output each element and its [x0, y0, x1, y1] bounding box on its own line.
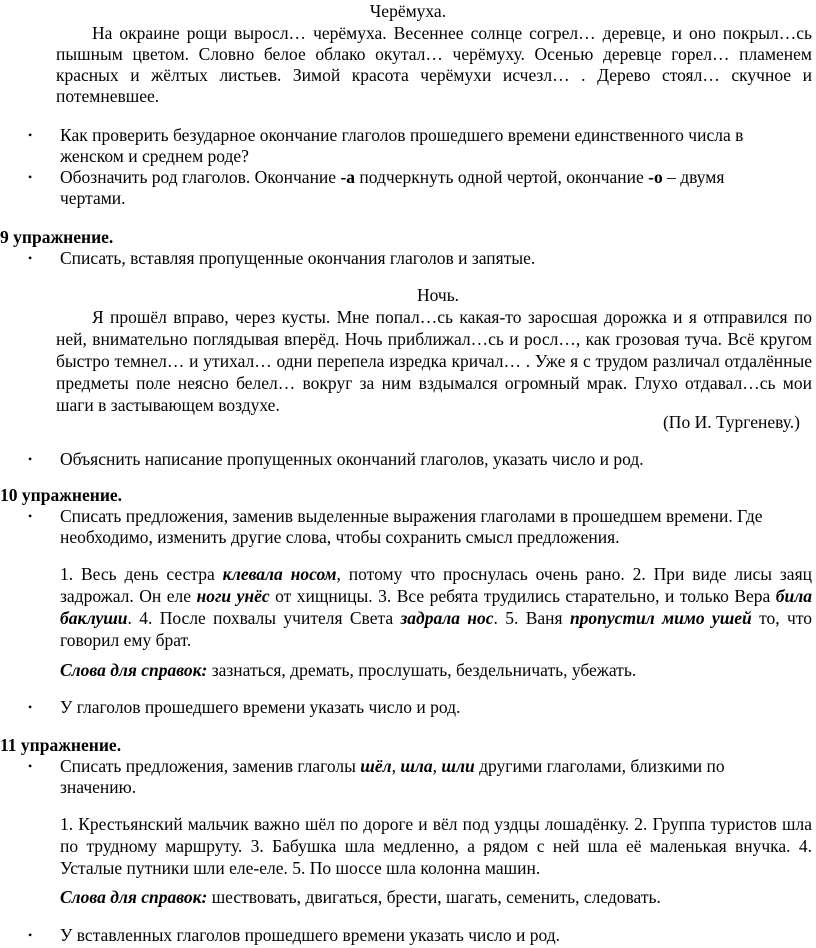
- task-part: ,: [432, 756, 442, 776]
- sentence-part: 1. Весь день сестра: [60, 564, 223, 584]
- sentence-part: , потому что проснулась очень рано. 2. При виде лисы заяц задрожал. Он еле: [60, 564, 812, 606]
- reference-label: Слова для справок:: [60, 887, 208, 907]
- task-part: Списать предложения, заменив глаголы: [60, 756, 361, 776]
- exercise-9-heading: 9 упражнение.: [0, 227, 114, 247]
- task-text: [60, 756, 788, 798]
- ending-o: -о: [648, 167, 663, 187]
- task-part: другими глаголами, близкими по значению.: [60, 756, 725, 797]
- exercise-11-sentences: 1. Крестьянский мальчик важно шёл по дороге и вёл под уздцы лошадёнку. 2. Группа туристов шла по трудному маршруту. 3. Бабушка шла медленно, а рядом с ней шла её маленькая внучка. 4. Усталые путники шли еле-еле. 5. По шоссе шла колонна машин.: [60, 814, 812, 878]
- highlighted-phrase: ноги унёс: [196, 586, 270, 606]
- bullet-icon: •: [28, 928, 33, 942]
- exercise-10-heading: 10 упражнение.: [0, 485, 123, 505]
- bullet-icon: •: [28, 759, 33, 773]
- task-text: У вставленных глаголов прошедшего времени указать число и род.: [60, 925, 561, 945]
- task-text: [60, 167, 788, 209]
- bullet-icon: •: [28, 251, 33, 265]
- sentence-part: то, что говорил ему брат.: [60, 608, 812, 650]
- highlighted-phrase: била баклуши: [60, 586, 812, 628]
- story-text: На окраине рощи выросл… черёмуха. Весеннее солнце согрел… деревце, и оно покрыл…сь пышным цветом. Словно белое облако окутал… черёмуху. Осенью деревце горел… пламенем красных и жёлтых листьев. Зимой красота черёмухи исчезл… . Дерево стоял… скучное и потемневшее.: [56, 23, 812, 106]
- reference-label: Слова для справок:: [60, 660, 208, 680]
- task-part: подчеркнуть одной чертой, окончание: [355, 167, 649, 187]
- exercise-11-heading: 11 упражнение.: [0, 735, 122, 755]
- task-text: У глаголов прошедшего времени указать число и род.: [60, 697, 461, 717]
- bullet-icon: •: [28, 170, 33, 184]
- bullet-icon: •: [28, 700, 33, 714]
- reference-list: шествовать, двигаться, брести, шагать, семенить, следовать.: [207, 887, 661, 907]
- verb-highlight: шли: [441, 756, 475, 776]
- story-title-night: Ночь.: [416, 285, 460, 305]
- sentence-part: . 5. Ваня: [493, 608, 570, 628]
- bullet-icon: •: [28, 452, 33, 466]
- verb-highlight: шла: [400, 756, 433, 776]
- sentence-part: от хищницы. 3. Все ребята трудились старательно, и только Вера: [269, 586, 776, 606]
- highlighted-phrase: клевала носом: [222, 564, 337, 584]
- story-text-night: Я прошёл вправо, через кусты. Мне попал…сь какая-то заросшая дорожка и я отправился по ней, внимательно поглядывая вперёд. Ночь приближал…сь и росл…, как грозовая туча. Всё кругом быстро темнел… и утихал… одни перепела изредка кричал… . Уже я с трудом различал отдалённые предметы поле неясно белел… вокруг за ним вздымался огромный мрак. Глухо отдавал…сь мои шаги в застывающем воздухе.: [56, 307, 812, 415]
- author-attribution: (По И. Тургеневу.): [662, 412, 800, 432]
- verb-highlight: шёл: [360, 756, 392, 776]
- story-title: Черёмуха.: [369, 1, 447, 21]
- task-part: Обозначить род глаголов. Окончание: [60, 167, 341, 187]
- bullet-icon: •: [28, 509, 33, 523]
- task-text: Объяснить написание пропущенных окончаний глаголов, указать число и род.: [60, 449, 644, 469]
- sentence-part: . 4. После похвалы учителя Света: [127, 608, 401, 628]
- highlighted-phrase: задрала нос: [400, 608, 494, 628]
- task-part: ,: [391, 756, 401, 776]
- bullet-icon: •: [28, 128, 33, 142]
- task-text: Списать, вставляя пропущенные окончания глаголов и запятые.: [60, 248, 536, 268]
- reference-list: зазнаться, дремать, прослушать, бездельничать, убежать.: [207, 660, 637, 680]
- task-text: Как проверить безударное окончание глаголов прошедшего времени единственного числа в женском и среднем роде?: [60, 125, 744, 166]
- reference-words: [60, 660, 812, 681]
- exercise-10-sentences: [60, 563, 812, 651]
- task-text: Списать предложения, заменив выделенные выражения глаголами в прошедшем времени. Где необходимо, изменить другие слова, чтобы сохранить смысл предложения.: [60, 506, 763, 547]
- ending-a: -а: [340, 167, 356, 187]
- task-part: – двумя чертами.: [60, 167, 725, 208]
- reference-words: [60, 887, 812, 908]
- highlighted-phrase: пропустил мимо ушей: [569, 608, 752, 628]
